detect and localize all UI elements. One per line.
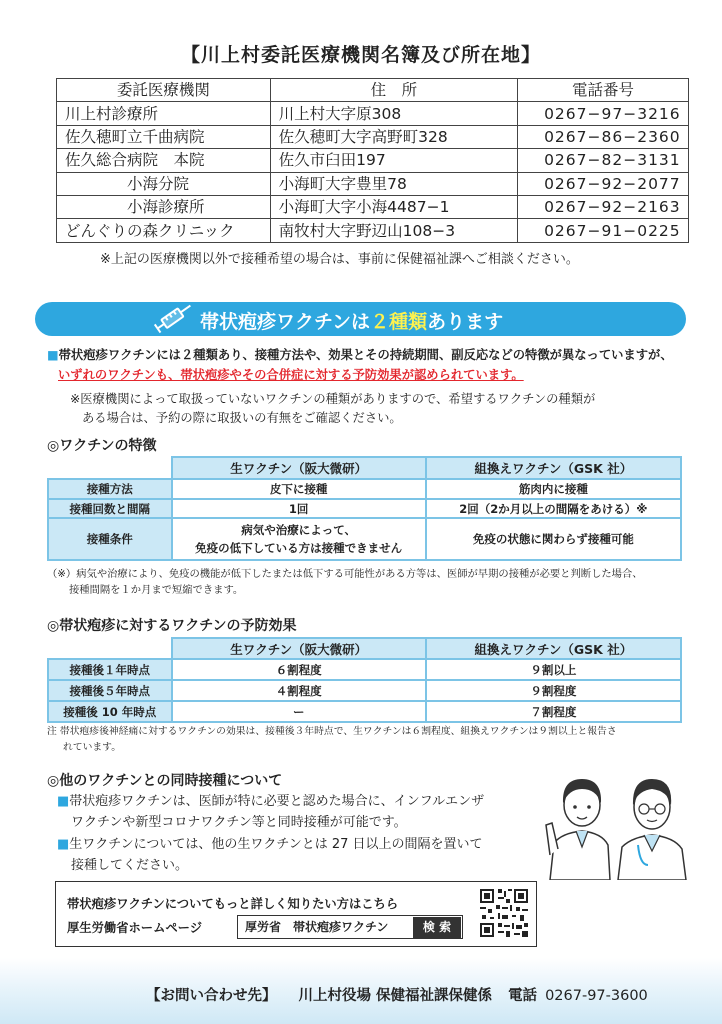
table-row bbox=[57, 172, 689, 195]
effects-table bbox=[47, 637, 682, 723]
institution-phone: 0267−92−2077 bbox=[518, 172, 689, 195]
table-row bbox=[57, 149, 689, 172]
institution-name: 佐久総合病院 本院 bbox=[57, 149, 271, 172]
column-header-live: 生ワクチン（阪大微研） bbox=[172, 457, 426, 479]
institution-name: どんぐりの森クリニック bbox=[57, 219, 271, 242]
column-header-phone: 電話番号 bbox=[518, 79, 689, 102]
table-row bbox=[48, 659, 681, 680]
effects-heading: ◎帯状疱疹に対するワクチンの予防効果 bbox=[47, 618, 297, 634]
institution-address: 小海町大字豊里78 bbox=[270, 172, 517, 195]
empty-cell bbox=[48, 638, 172, 659]
table-row bbox=[57, 219, 689, 242]
square-bullet-icon: ■ bbox=[57, 794, 70, 809]
column-header-institution: 委託医療機関 bbox=[57, 79, 271, 102]
intro-note bbox=[70, 390, 595, 428]
institution-address: 小海町大字小海4487−1 bbox=[270, 195, 517, 218]
table-row bbox=[48, 479, 681, 499]
search-query: 厚労省 帯状疱疹ワクチン bbox=[245, 920, 389, 934]
table-row bbox=[48, 701, 681, 722]
table-cell: ７割程度 bbox=[426, 701, 681, 722]
column-header-recomb: 組換えワクチン（GSK 社） bbox=[426, 638, 681, 659]
banner-title bbox=[200, 307, 503, 334]
simultaneous-paragraph bbox=[57, 791, 484, 833]
row-header: 接種回数と間隔 bbox=[48, 499, 172, 518]
row-header: 接種後５年時点 bbox=[48, 680, 172, 701]
banner-highlight: ２種類 bbox=[370, 311, 428, 333]
table-cell: ー bbox=[172, 701, 426, 722]
institution-phone: 0267−86−2360 bbox=[518, 125, 689, 148]
contact-phone: 0267-97-3600 bbox=[545, 988, 648, 1004]
table-row bbox=[57, 125, 689, 148]
table-cell bbox=[172, 518, 426, 560]
institution-address: 佐久市臼田197 bbox=[270, 149, 517, 172]
row-header: 接種条件 bbox=[48, 518, 172, 560]
table-cell: 筋肉内に接種 bbox=[426, 479, 681, 499]
info-text: 帯状疱疹ワクチンについてもっと詳しく知りたい方はこちら bbox=[67, 897, 399, 911]
table-row bbox=[57, 102, 689, 125]
institution-name: 小海診療所 bbox=[57, 195, 271, 218]
table-cell: ６割程度 bbox=[172, 659, 426, 680]
cell-line: 免疫の低下している方は接種できません bbox=[195, 541, 403, 555]
paragraph-line: 接種してください。 bbox=[71, 858, 189, 873]
table-row bbox=[57, 195, 689, 218]
intro-warning: いずれのワクチンも、帯状疱疹やその合併症に対する予防効果が認められています。 bbox=[58, 368, 524, 382]
features-heading: ◎ワクチンの特徴 bbox=[47, 438, 157, 454]
square-bullet-icon: ■ bbox=[47, 348, 59, 362]
paragraph-line: 帯状疱疹ワクチンは、医師が特に必要と認めた場合に、インフルエンザ bbox=[69, 794, 485, 809]
empty-cell bbox=[48, 457, 172, 479]
table-row bbox=[48, 518, 681, 560]
table-row bbox=[48, 680, 681, 701]
doctors-illustration bbox=[542, 765, 692, 880]
table-cell: 2回（2か月以上の間隔をあける）※ bbox=[426, 499, 681, 518]
square-bullet-icon: ■ bbox=[57, 837, 70, 852]
paragraph-line: ワクチンや新型コロナワクチン等と同時接種が可能です。 bbox=[71, 815, 407, 830]
note-line: 注 帯状疱疹後神経痛に対するワクチンの効果は、接種後３年時点で、生ワクチンは６割程度、組換えワクチンは９割以上と報告さ bbox=[47, 726, 617, 737]
institution-phone: 0267−82−3131 bbox=[518, 149, 689, 172]
effects-note bbox=[47, 724, 617, 756]
contact-footer bbox=[146, 984, 648, 1005]
table-cell: ９割以上 bbox=[426, 659, 681, 680]
institution-table bbox=[56, 78, 689, 243]
column-header-address: 住 所 bbox=[270, 79, 517, 102]
table-cell: ９割程度 bbox=[426, 680, 681, 701]
simultaneous-heading: ◎他のワクチンとの同時接種について bbox=[47, 773, 283, 789]
contact-office: 川上村役場 保健福祉課保健係 bbox=[298, 988, 493, 1004]
footnote-line: （※）病気や治療により、免疫の機能が低下したまたは低下する可能性がある方等は、医師が早期の接種が必要と判断した場合、 bbox=[47, 568, 643, 580]
institution-address: 南牧村大字野辺山108−3 bbox=[270, 219, 517, 242]
note-line: れています。 bbox=[63, 742, 121, 753]
table-cell: ４割程度 bbox=[172, 680, 426, 701]
table-header-row bbox=[48, 638, 681, 659]
row-header: 接種後 10 年時点 bbox=[48, 701, 172, 722]
search-button[interactable]: 検 索 bbox=[413, 917, 461, 938]
column-header-live: 生ワクチン（阪大微研） bbox=[172, 638, 426, 659]
qr-code-icon[interactable] bbox=[478, 887, 530, 939]
features-footnote bbox=[47, 566, 643, 598]
paragraph-line: 生ワクチンについては、他の生ワクチンとは 27 日以上の間隔を置いて bbox=[69, 837, 483, 852]
table-row bbox=[48, 499, 681, 518]
institution-note: ※上記の医療機関以外で接種希望の場合は、事前に保健福祉課へご相談ください。 bbox=[100, 252, 579, 267]
banner-suffix: あります bbox=[427, 311, 504, 333]
simultaneous-paragraph bbox=[57, 834, 483, 876]
institution-address: 佐久穂町大字高野町328 bbox=[270, 125, 517, 148]
table-header-row bbox=[48, 457, 681, 479]
syringe-icon bbox=[150, 298, 198, 336]
intro-line bbox=[47, 345, 673, 363]
row-header: 接種後１年時点 bbox=[48, 659, 172, 680]
institution-name: 小海分院 bbox=[57, 172, 271, 195]
info-site-label: 厚生労働省ホームページ bbox=[67, 921, 203, 935]
contact-phone-label: 電話 bbox=[508, 988, 538, 1004]
page-title: 【川上村委託医療機関名簿及び所在地】 bbox=[180, 44, 541, 66]
institution-phone: 0267−92−2163 bbox=[518, 195, 689, 218]
table-header-row bbox=[57, 79, 689, 102]
features-table bbox=[47, 456, 682, 561]
institution-phone: 0267−91−0225 bbox=[518, 219, 689, 242]
institution-address: 川上村大字原308 bbox=[270, 102, 517, 125]
institution-phone: 0267−97−3216 bbox=[518, 102, 689, 125]
intro-note-line: ある場合は、予約の際に取扱いの有無をご確認ください。 bbox=[82, 411, 402, 425]
contact-label: 【お問い合わせ先】 bbox=[146, 988, 277, 1004]
table-cell: 免疫の状態に関わらず接種可能 bbox=[426, 518, 681, 560]
institution-name: 川上村診療所 bbox=[57, 102, 271, 125]
footnote-line: 接種間隔を１か月まで短縮できます。 bbox=[69, 584, 244, 596]
intro-text: 帯状疱疹ワクチンには２種類あり、接種方法や、効果とその持続期間、副反応などの特徴が異なっていますが、 bbox=[58, 348, 673, 362]
table-cell: 皮下に接種 bbox=[172, 479, 426, 499]
table-cell: 1回 bbox=[172, 499, 426, 518]
intro-note-line: ※医療機関によって取扱っていないワクチンの種類がありますので、希望するワクチンの種類が bbox=[70, 392, 596, 406]
banner-prefix: 帯状疱疹ワクチンは bbox=[200, 311, 371, 333]
column-header-recomb: 組換えワクチン（GSK 社） bbox=[426, 457, 681, 479]
row-header: 接種方法 bbox=[48, 479, 172, 499]
institution-name: 佐久穂町立千曲病院 bbox=[57, 125, 271, 148]
cell-line: 病気や治療によって、 bbox=[241, 523, 357, 537]
